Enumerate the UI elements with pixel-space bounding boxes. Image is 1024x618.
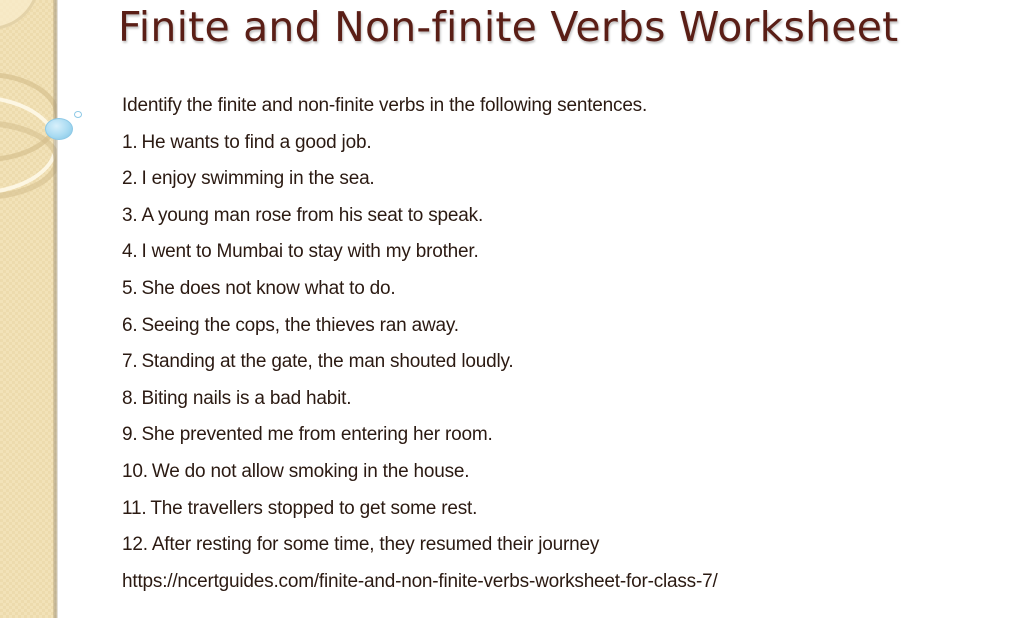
item-text: I enjoy swimming in the sea. bbox=[141, 168, 375, 190]
item-text: She does not know what to do. bbox=[141, 277, 396, 299]
list-item bbox=[122, 381, 1002, 418]
item-text: A young man rose from his seat to speak. bbox=[141, 204, 484, 226]
item-number: 6. bbox=[122, 314, 138, 336]
item-text: Biting nails is a bad habit. bbox=[141, 387, 352, 409]
item-text: Seeing the cops, the thieves ran away. bbox=[141, 314, 459, 336]
list-item bbox=[122, 417, 1002, 454]
item-text: Standing at the gate, the man shouted loudly. bbox=[141, 351, 514, 373]
list-item bbox=[122, 308, 1002, 345]
slide-body bbox=[122, 88, 1002, 600]
bubble-small-icon bbox=[74, 111, 82, 118]
list-item bbox=[122, 527, 1002, 564]
item-number: 5. bbox=[122, 277, 138, 299]
item-text: I went to Mumbai to stay with my brother. bbox=[141, 241, 479, 263]
item-number: 7. bbox=[122, 351, 138, 373]
bubble-large-icon bbox=[45, 118, 73, 140]
item-number: 4. bbox=[122, 241, 138, 263]
item-number: 12. bbox=[122, 534, 148, 556]
instruction-text: Identify the finite and non-finite verbs in the following sentences. bbox=[122, 95, 648, 116]
item-text: He wants to find a good job. bbox=[141, 131, 372, 153]
list-item bbox=[122, 271, 1002, 308]
item-text: After resting for some time, they resumed their journey bbox=[151, 534, 600, 556]
item-text: The travellers stopped to get some rest. bbox=[150, 497, 478, 519]
item-number: 10. bbox=[122, 460, 148, 482]
slide-title: Finite and Non-finite Verbs Worksheet bbox=[118, 3, 899, 51]
source-url-text: https://ncertguides.com/finite-and-non-finite-verbs-worksheet-for-class-7/ bbox=[122, 570, 718, 592]
decorative-side-strip bbox=[0, 0, 57, 618]
list-item bbox=[122, 234, 1002, 271]
list-item bbox=[122, 161, 1002, 198]
item-text: She prevented me from entering her room. bbox=[141, 424, 493, 446]
item-number: 9. bbox=[122, 424, 138, 446]
decorative-circle-icon bbox=[0, 0, 40, 30]
list-item bbox=[122, 125, 1002, 162]
item-number: 2. bbox=[122, 168, 138, 190]
list-item bbox=[122, 454, 1002, 491]
item-text: We do not allow smoking in the house. bbox=[151, 460, 470, 482]
list-item bbox=[122, 344, 1002, 381]
item-number: 8. bbox=[122, 387, 138, 409]
item-number: 3. bbox=[122, 204, 138, 226]
side-strip-shadow bbox=[53, 0, 58, 618]
item-number: 1. bbox=[122, 131, 138, 153]
list-item bbox=[122, 198, 1002, 235]
list-item bbox=[122, 491, 1002, 528]
item-number: 11. bbox=[122, 497, 147, 519]
